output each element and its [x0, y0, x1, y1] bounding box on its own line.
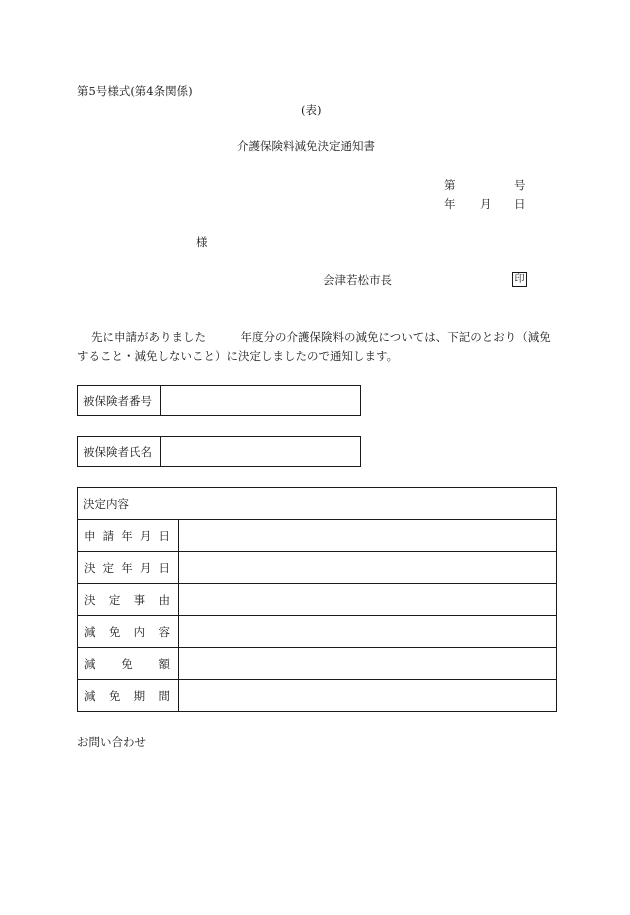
row-value-decision-reason[interactable]: [179, 584, 556, 615]
row-label-decision-reason: 決 定 事 由: [84, 592, 170, 607]
decision-table: [77, 487, 557, 712]
contact-label: お問い合わせ: [77, 735, 146, 749]
insured-number-label: 被保険者番号: [78, 386, 161, 415]
insured-name-field[interactable]: [161, 437, 360, 466]
row-label-application-date: 申 請 年 月 日: [84, 528, 170, 543]
addressee-honorific: 様: [196, 235, 208, 249]
insured-number-field[interactable]: [161, 386, 360, 415]
table-row: [78, 552, 556, 584]
table-row: [78, 520, 556, 552]
issuer-name: 会津若松市長: [323, 273, 392, 287]
ref-number-prefix: 第: [444, 178, 456, 192]
row-label-reduction-details: 減 免 内 容: [84, 624, 170, 639]
seal-mark: 印: [512, 272, 527, 287]
ref-number-suffix: 号: [514, 178, 526, 192]
insured-name-label: 被保険者氏名: [78, 437, 161, 466]
table-row: [78, 648, 556, 680]
table-row: [78, 680, 556, 712]
body-line-1: 先に申請がありました 年度分の介護保険料の減免については、下記のとおり（減免: [91, 330, 551, 344]
row-label-decision-date: 決 定 年 月 日: [84, 560, 170, 575]
page-title: 介護保険料減免決定通知書: [237, 139, 375, 153]
table-row: [78, 584, 556, 616]
form-number: 第5号様式(第4条関係): [77, 84, 193, 98]
date-year: 年: [444, 197, 456, 211]
date-month: 月: [480, 197, 492, 211]
body-line-2: すること・減免しないこと）に決定しましたので通知します。: [77, 349, 399, 363]
row-value-reduction-details[interactable]: [179, 616, 556, 647]
date-day: 日: [514, 197, 526, 211]
insured-name-box: [77, 436, 361, 467]
row-value-reduction-amount[interactable]: [179, 648, 556, 679]
side-label: (表): [301, 103, 322, 117]
row-label-reduction-period: 減 免 期 間: [84, 688, 170, 703]
decision-heading: 決定内容: [78, 488, 556, 520]
row-value-application-date[interactable]: [179, 520, 556, 551]
insured-number-box: [77, 385, 361, 416]
row-value-decision-date[interactable]: [179, 552, 556, 583]
row-value-reduction-period[interactable]: [179, 680, 556, 711]
row-label-reduction-amount: 減 免 額: [84, 656, 170, 671]
table-row: [78, 616, 556, 648]
